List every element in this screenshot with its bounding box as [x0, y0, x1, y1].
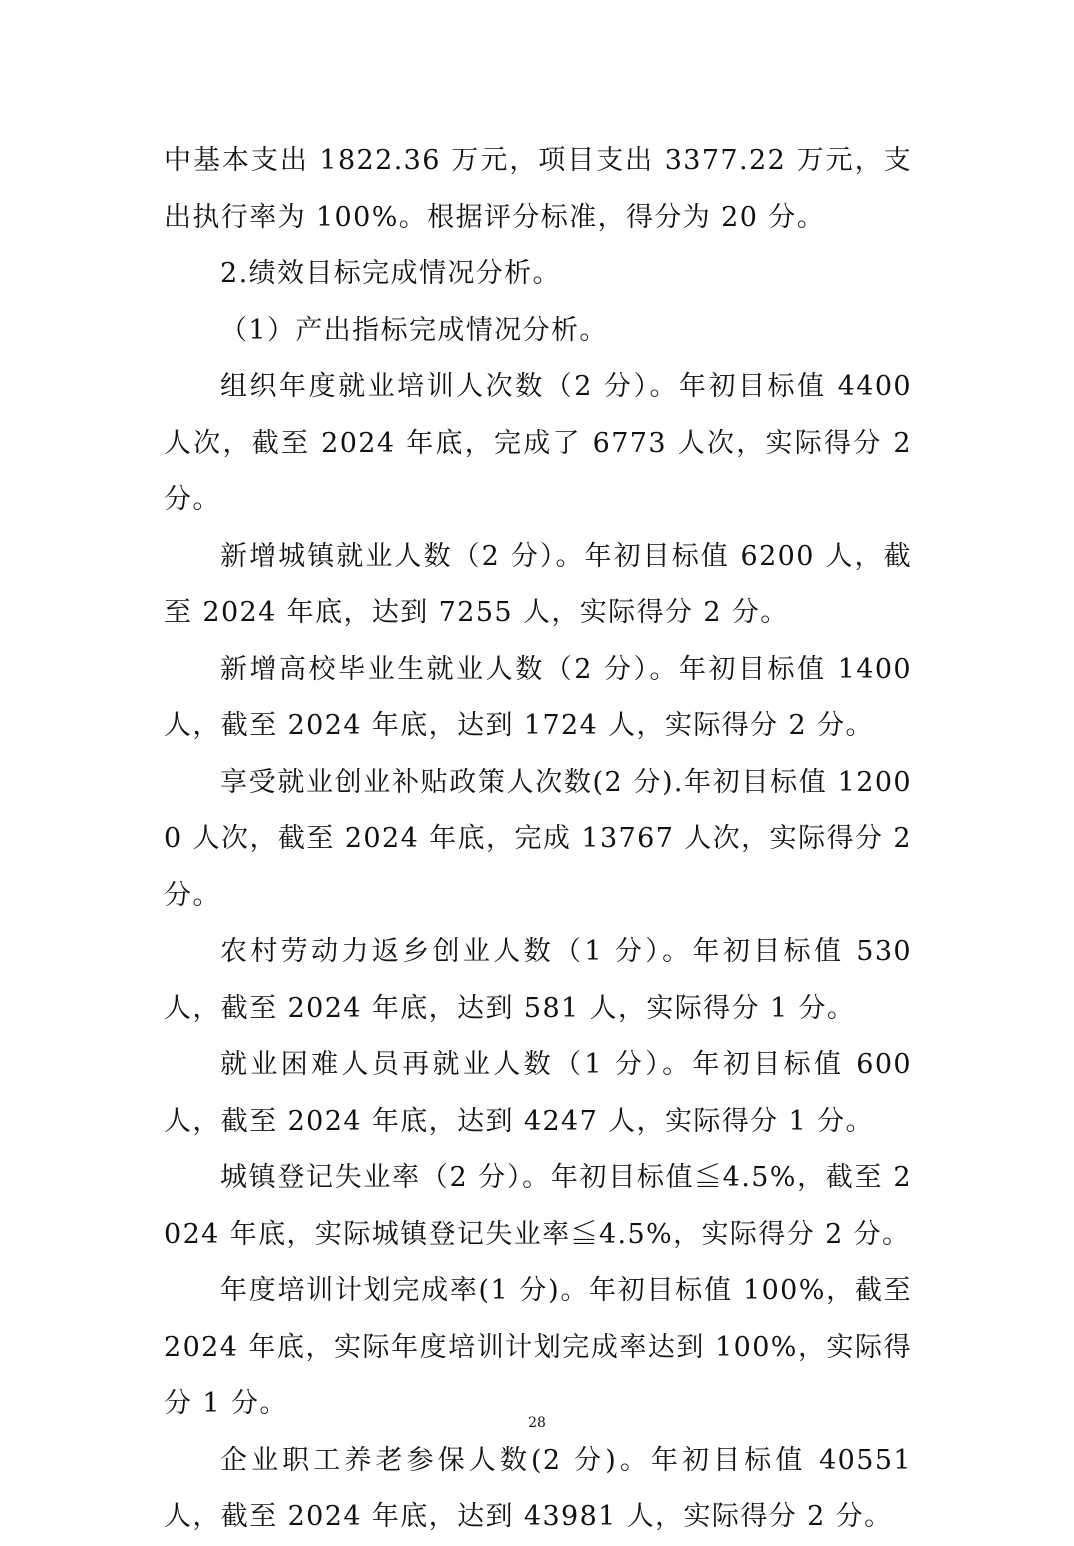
- paragraph-unemployment-rate: 城镇登记失业率（2 分）。年初目标值≦4.5%，截至 2024 年底，实际城镇登记失业率≦4.5%，实际得分 2 分。: [164, 1162, 912, 1250]
- paragraph-pension-insured: 企业职工养老参保人数(2 分)。年初目标值 40551 人，截至 2024 年底，达到 43981 人，实际得分 2 分。: [164, 1444, 912, 1532]
- paragraph-training-plan-completion: 年度培训计划完成率(1 分)。年初目标值 100%，截至 2024 年底，实际年度培训计划完成率达到 100%，实际得分 1 分。: [164, 1275, 912, 1419]
- body-text: [164, 133, 912, 1546]
- paragraph-reemployment: 就业困难人员再就业人数（1 分）。年初目标值 600 人，截至 2024 年底，达到 4247 人，实际得分 1 分。: [164, 1049, 912, 1137]
- paragraph-subsidy-person-times: 享受就业创业补贴政策人次数(2 分).年初目标值 12000 人次，截至 2024 年底，完成 13767 人次，实际得分 2 分。: [164, 766, 912, 911]
- paragraph-new-urban-employment: 新增城镇就业人数（2 分）。年初目标值 6200 人，截至 2024 年底，达到 7255 人，实际得分 2 分。: [164, 540, 912, 628]
- heading-output-indicator-analysis: （1）产出指标完成情况分析。: [220, 314, 608, 346]
- paragraph-training-person-times: 组织年度就业培训人次数（2 分）。年初目标值 4400 人次，截至 2024 年底，完成了 6773 人次，实际得分 2 分。: [164, 371, 912, 515]
- paragraph-budget-continuation: 中基本支出 1822.36 万元，项目支出 3377.22 万元，支出执行率为 100%。根据评分标准，得分为 20 分。: [164, 145, 912, 233]
- page-number: 28: [528, 1415, 546, 1431]
- heading-performance-goal-analysis: 2.绩效目标完成情况分析。: [220, 258, 561, 289]
- paragraph-graduate-employment: 新增高校毕业生就业人数（2 分）。年初目标值 1400 人，截至 2024 年底，达到 1724 人，实际得分 2 分。: [164, 653, 912, 741]
- paragraph-rural-return-entrepreneurship: 农村劳动力返乡创业人数（1 分）。年初目标值 530 人，截至 2024 年底，达到 581 人，实际得分 1 分。: [164, 936, 912, 1024]
